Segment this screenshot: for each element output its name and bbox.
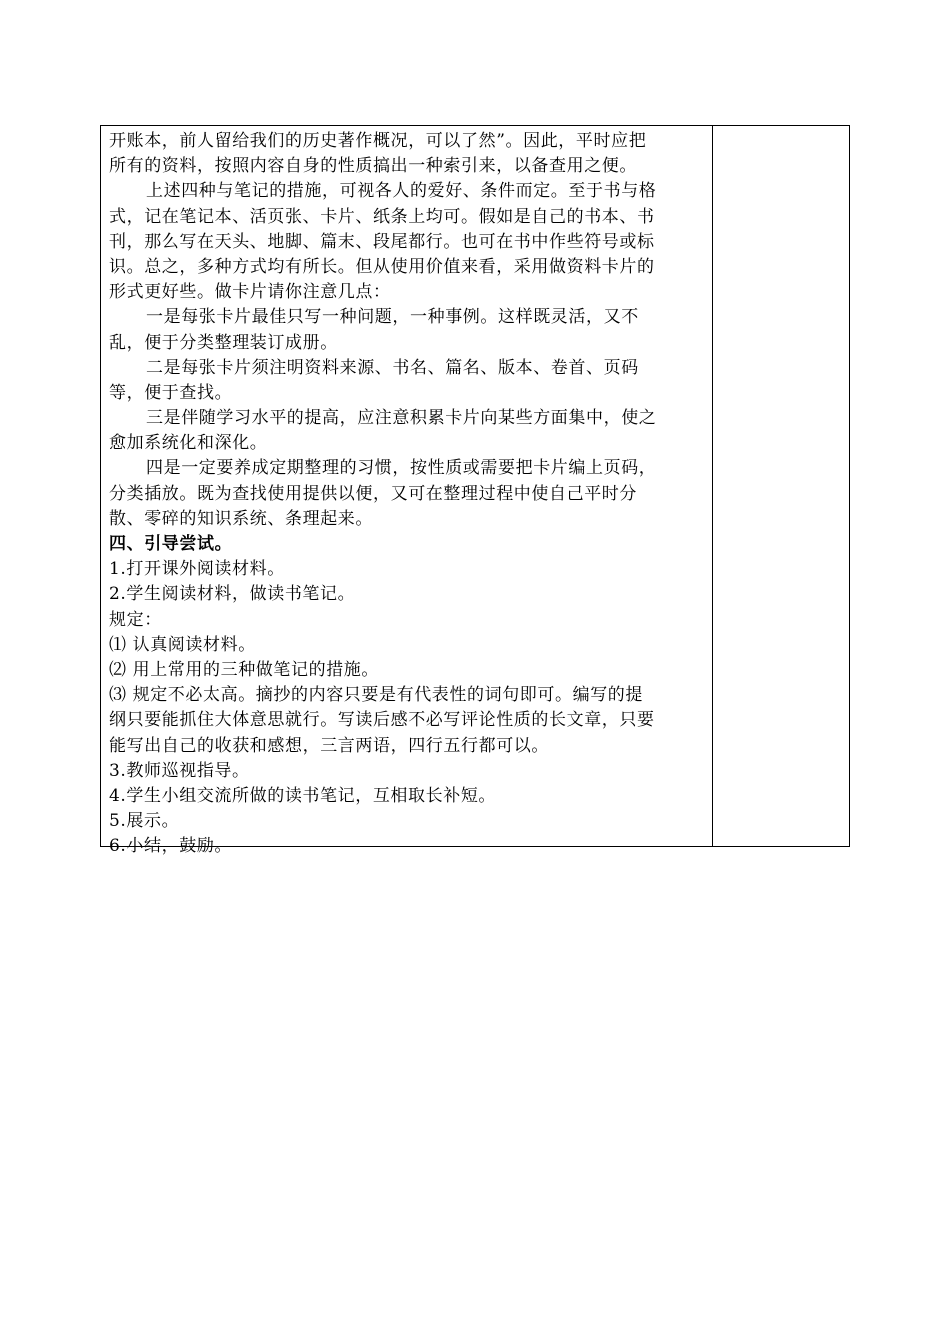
lesson-content-cell	[101, 126, 713, 857]
text-line: ⑴ 认真阅读材料。	[109, 634, 256, 655]
text-line: 1.打开课外阅读材料。	[109, 559, 285, 580]
text-line: ⑵ 用上常用的三种做笔记的措施。	[109, 659, 380, 680]
text-line: 刊，那么写在天头、地脚、篇末、段尾都行。也可在书中作些符号或标	[109, 231, 655, 252]
text-line: 4.学生小组交流所做的读书笔记，互相取长补短。	[109, 785, 497, 806]
text-line: 形式更好些。做卡片请你注意几点：	[109, 282, 391, 303]
text-line: 规定：	[109, 609, 162, 630]
text-line: 愈加系统化和深化。	[109, 433, 268, 454]
notes-cell	[713, 126, 849, 846]
text-line: 散、零碎的知识系统、条理起来。	[109, 508, 373, 529]
text-line: 二是每张卡片须注明资料来源、书名、篇名、版本、卷首、页码	[146, 357, 639, 378]
text-line: 四是一定要养成定期整理的习惯，按性质或需要把卡片编上页码，	[146, 458, 657, 479]
text-line: 分类插放。既为查找使用提供以便，又可在整理过程中使自己平时分	[109, 483, 637, 504]
text-line: 等，便于查找。	[109, 382, 233, 403]
text-line: 纲只要能抓住大体意思就行。写读后感不必写评论性质的长文章，只要	[109, 710, 655, 731]
text-line: 能写出自己的收获和感想，三言两语，四行五行都可以。	[109, 735, 549, 756]
text-line: ⑶ 规定不必太高。摘抄的内容只要是有代表性的词句即可。编写的提	[109, 685, 644, 706]
text-line: 开账本，前人留给我们的历史著作概况，可以了然”。因此，平时应把	[109, 131, 647, 151]
lesson-table	[100, 125, 850, 857]
text-line: 上述四种与笔记的措施，可视各人的爱好、条件而定。至于书与格	[146, 181, 657, 202]
text-line: 乱，便于分类整理装订成册。	[109, 332, 338, 353]
text-line: 5.展示。	[109, 811, 180, 832]
text-line: 6.小结，鼓励。	[109, 836, 233, 857]
text-line: 一是每张卡片最佳只写一种问题，一种事例。这样既灵活，又不	[146, 307, 639, 328]
text-line: 2.学生阅读材料，做读书笔记。	[109, 584, 356, 605]
text-line: 三是伴随学习水平的提高，应注意积累卡片向某些方面集中，使之	[146, 408, 657, 429]
text-line: 式，记在笔记本、活页张、卡片、纸条上均可。假如是自己的书本、书	[109, 206, 655, 227]
section-heading: 四、引导尝试。	[109, 534, 233, 554]
text-line: 3.教师巡视指导。	[109, 760, 250, 781]
text-line: 所有的资料，按照内容自身的性质搞出一种索引来，以备查用之便。	[109, 156, 637, 177]
text-line: 识。总之，多种方式均有所长。但从使用价值来看，采用做资料卡片的	[109, 256, 655, 277]
